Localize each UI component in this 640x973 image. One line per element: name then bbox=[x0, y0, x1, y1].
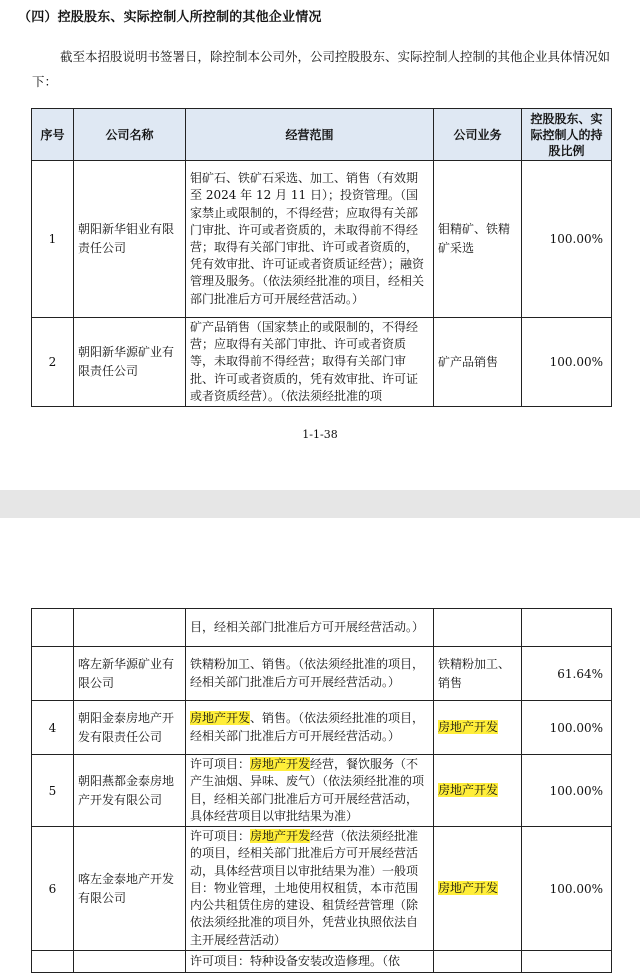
row-company-name: 朝阳新华源矿业有限责任公司 bbox=[74, 318, 186, 407]
table-row bbox=[32, 318, 612, 407]
table-row-partial bbox=[32, 951, 612, 973]
row-business-scope: 矿产品销售（国家禁止的或限制的，不得经营；应取得有关部门审批、许可或者资质等，未取得前不得经营；取得有关部门审批、许可或者资质的，凭有效审批、许可证或者资质经营）。（依法须经批准的项 bbox=[186, 318, 434, 407]
row-company-name: 喀左新华源矿业有限公司 bbox=[74, 647, 186, 701]
row-business-scope bbox=[186, 827, 434, 951]
row-business bbox=[434, 755, 522, 827]
row-no bbox=[32, 647, 74, 701]
scope-text: 经营（依法须经批准的项目，经相关部门批准后方可开展经营活动，具体经营项目以审批结果为准）一般项目：物业管理，土地使用权租赁，本市范围内公共租赁住房的建设、租赁经营管理（除依法须经批准的项目外，凭营业执照依法自主开展经营活动） bbox=[190, 829, 419, 947]
table-row bbox=[32, 827, 612, 951]
row-no bbox=[32, 951, 74, 973]
page-separator bbox=[0, 490, 640, 518]
highlight-text: 房地产开发 bbox=[190, 711, 251, 726]
row-share: 61.64% bbox=[522, 647, 612, 701]
row-business-scope bbox=[186, 755, 434, 827]
header-name: 公司名称 bbox=[74, 109, 186, 161]
row-business: 矿产品销售 bbox=[434, 318, 522, 407]
row-no: 1 bbox=[32, 161, 74, 318]
row-share: 100.00% bbox=[522, 161, 612, 318]
row-company-name bbox=[74, 609, 186, 647]
row-share bbox=[522, 951, 612, 973]
row-company-name bbox=[74, 951, 186, 973]
scope-text: 许可项目： bbox=[190, 829, 251, 844]
scope-text: 、销售。（依法须经批准的项目，经相关部门批准后方可开展经营活动。） bbox=[190, 711, 425, 743]
row-company-name: 朝阳燕都金泰房地产开发有限公司 bbox=[74, 755, 186, 827]
row-share: 100.00% bbox=[522, 701, 612, 755]
table-row-continued bbox=[32, 609, 612, 647]
row-business-scope: 铁精粉加工、销售。（依法须经批准的项目，经相关部门批准后方可开展经营活动。） bbox=[186, 647, 434, 701]
row-business: 钼精矿、铁精矿采选 bbox=[434, 161, 522, 318]
document-page-2 bbox=[0, 518, 640, 968]
highlight-text: 房地产开发 bbox=[438, 881, 499, 895]
table-row bbox=[32, 647, 612, 701]
row-business-scope: 钼矿石、铁矿石采选、加工、销售（有效期至 2024 年 12 月 11 日）；投资管理。（国家禁止或限制的，不得经营；应取得有关部门审批、许可或者资质的，未取得前不得经营；取得有关部门审批、许可或者资质的，凭有效审批、许可证或者资质证经营）；融资管理及服务。（依法须经批准的项目，经相关部门批准后方可开展经营活动。） bbox=[186, 161, 434, 318]
row-business-scope bbox=[186, 701, 434, 755]
highlight-text: 房地产开发 bbox=[250, 829, 311, 844]
row-no: 2 bbox=[32, 318, 74, 407]
row-business bbox=[434, 701, 522, 755]
enterprise-table-page1 bbox=[31, 108, 612, 407]
row-business bbox=[434, 609, 522, 647]
row-share: 100.00% bbox=[522, 318, 612, 407]
header-share: 控股股东、实际控制人的持股比例 bbox=[522, 109, 612, 161]
scope-text: 许可项目： bbox=[190, 757, 251, 772]
row-share bbox=[522, 609, 612, 647]
table-header-row bbox=[32, 109, 612, 161]
header-no: 序号 bbox=[32, 109, 74, 161]
scope-text: 经营，餐饮服务（不产生油烟、异味、废气）（依法须经批准的项目，经相关部门批准后方可开展经营活动，具体经营项目以审批结果为准） bbox=[190, 757, 425, 823]
table-row bbox=[32, 755, 612, 827]
section-title: （四）控股股东、实际控制人所控制的其他企业情况 bbox=[18, 10, 322, 25]
page-number: 1-1-38 bbox=[302, 428, 338, 441]
highlight-text: 房地产开发 bbox=[250, 757, 311, 772]
row-business: 铁精粉加工、销售 bbox=[434, 647, 522, 701]
row-business-scope: 目，经相关部门批准后方可开展经营活动。） bbox=[186, 609, 434, 647]
enterprise-table-page2 bbox=[31, 608, 612, 973]
row-company-name: 喀左金泰地产开发有限公司 bbox=[74, 827, 186, 951]
row-company-name: 朝阳新华钼业有限责任公司 bbox=[74, 161, 186, 318]
intro-paragraph: 截至本招股说明书签署日，除控制本公司外，公司控股股东、实际控制人控制的其他企业具体情况如下： bbox=[32, 49, 611, 89]
row-business bbox=[434, 951, 522, 973]
row-no: 5 bbox=[32, 755, 74, 827]
row-company-name: 朝阳金泰房地产开发有限责任公司 bbox=[74, 701, 186, 755]
row-no: 4 bbox=[32, 701, 74, 755]
row-no bbox=[32, 609, 74, 647]
row-share: 100.00% bbox=[522, 755, 612, 827]
row-business-scope: 许可项目：特种设备安装改造修理。（依 bbox=[186, 951, 434, 973]
header-scope: 经营范围 bbox=[186, 109, 434, 161]
table-row bbox=[32, 161, 612, 318]
header-business: 公司业务 bbox=[434, 109, 522, 161]
row-share: 100.00% bbox=[522, 827, 612, 951]
highlight-text: 房地产开发 bbox=[438, 783, 499, 797]
table-row bbox=[32, 701, 612, 755]
row-business bbox=[434, 827, 522, 951]
row-no: 6 bbox=[32, 827, 74, 951]
highlight-text: 房地产开发 bbox=[438, 720, 499, 734]
